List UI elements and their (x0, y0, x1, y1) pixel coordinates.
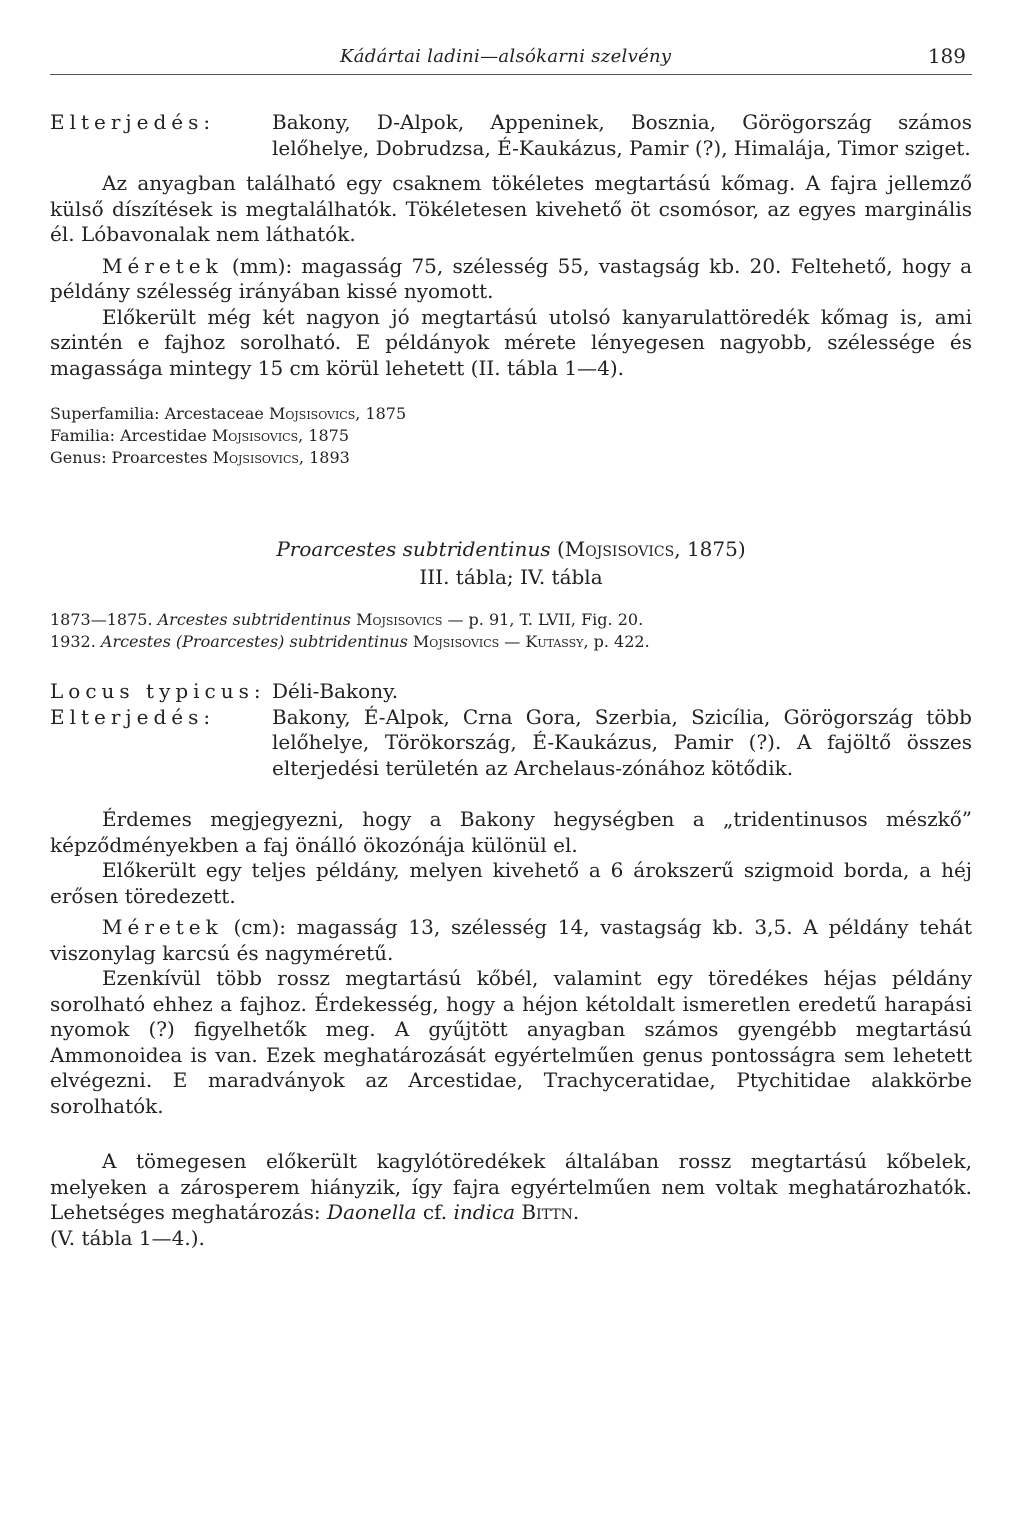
author-smallcaps: Bittn. (521, 1200, 580, 1224)
closing-paragraph (50, 1149, 972, 1251)
synonymy-separator: — (499, 632, 526, 651)
page-body (50, 110, 972, 1251)
measurements-label: Méretek (102, 915, 223, 939)
closing-text: A tömegesen előkerült kagylótöredékek általában rossz megtartású kőbelek, melyeken a zárosperem hiányzik, így fajra egyértelműen nem voltak meghatározhatók. Lehetséges meghatározás: (50, 1149, 972, 1224)
running-title: Kádártai ladini—alsókarni szelvény (340, 46, 672, 67)
measurements-paragraph (50, 254, 972, 305)
species-author-year: , 1875) (674, 537, 746, 561)
species-author-open: ( (550, 537, 565, 561)
synonymy-author: Mojsisovics (412, 632, 500, 651)
paragraph: Az anyagban található egy csaknem tökéletes megtartású kőmag. A fajra jellemző külső díszítések is megtalálhatók. Tökéletesen kivehető öt csomósor, az egyes marginális él. Lóbavonalak nem láthatók. (50, 171, 972, 246)
family-author: Mojsisovics (211, 426, 299, 445)
synonymy-year: 1873—1875. (50, 610, 158, 629)
measurements-paragraph (50, 915, 972, 966)
page-number: 189 (927, 44, 966, 68)
distribution-entry (50, 110, 972, 161)
distribution-text: Bakony, D-Alpok, Appeninek, Bosznia, Görögország számos lelőhelye, Dobrudzsa, É-Kaukázus, Pamir (?), Himalája, Timor sziget. (272, 110, 972, 160)
species-italic: indica (453, 1200, 516, 1224)
measurements-label: Méretek (102, 253, 223, 278)
taxonomy-block (50, 403, 972, 469)
paragraph: Előkerült egy teljes példány, melyen kivehető a 6 árokszerű szigmoid borda, a héj erősen töredezett. (50, 858, 972, 908)
synonymy-taxon: Arcestes (Proarcestes) subtridentinus (100, 632, 408, 651)
species-heading (50, 535, 972, 591)
genus-year: , 1893 (298, 448, 350, 467)
measurements-text: (cm): magasság 13, szélesség 14, vastagság kb. 3,5. A példány tehát viszonylag karcsú és nagyméretű. (50, 915, 973, 965)
synonymy-reference: — p. 91, T. LVII, Fig. 20. (442, 610, 644, 629)
superfamily-line (50, 403, 972, 425)
genus-line (50, 447, 972, 469)
superfamily-year: , 1875 (355, 404, 407, 423)
synonymy-reference: , p. 422. (583, 632, 650, 651)
superfamily-author: Mojsisovics (268, 404, 356, 423)
superfamily-name: Superfamilia: Arcestaceae (50, 404, 269, 423)
distribution-label: Elterjedés: (50, 110, 216, 134)
distribution-entry (50, 705, 972, 782)
locus-typicus-text: Déli-Bakony. (272, 679, 399, 703)
family-year: , 1875 (298, 426, 350, 445)
synonymy-author: Mojsisovics (356, 610, 443, 629)
species-plates: III. tábla; IV. tábla (419, 565, 603, 589)
family-line (50, 425, 972, 447)
synonymy-taxon: Arcestes subtridentinus (157, 610, 351, 629)
paragraph: Érdemes megjegyezni, hogy a Bakony hegységben a „tridentinusos mészkő” képződményekben a faj önálló ökozónája különül el. (50, 807, 972, 857)
synonymy-year: 1932. (50, 632, 101, 651)
species-author: Mojsisovics (564, 537, 675, 561)
paragraph: Előkerült még két nagyon jó megtartású utolsó kanyarulattöredék kőmag is, ami szintén e fajhoz sorolható. E példányok mérete lényegesen nagyobb, szélessége és magassága mintegy 15 cm körül lehetett (II. tábla 1—4). (50, 304, 972, 380)
running-header (50, 44, 972, 75)
family-name: Familia: Arcestidae (50, 426, 212, 445)
distribution-text: Bakony, É-Alpok, Crna Gora, Szerbia, Szicília, Görögország több lelőhelye, Törökország, É-Kaukázus, Pamir (?). A fajöltő összes elterjedési területén az Archelaus-zónához kötődik. (272, 704, 972, 780)
genus-author: Mojsisovics (212, 448, 299, 467)
synonymy-list (50, 609, 972, 653)
measurements-text: (mm): magasság 75, szélesség 55, vastagság kb. 20. Feltehető, hogy a példány szélesség irányában kissé nyomott. (50, 253, 972, 303)
distribution-label: Elterjedés: (50, 704, 216, 729)
locus-typicus-label: Locus typicus: (50, 679, 266, 703)
cf-text: cf. (416, 1200, 454, 1224)
plate-reference: (V. tábla 1—4.). (50, 1225, 205, 1250)
genus-italic: Daonella (327, 1200, 417, 1224)
synonymy-entry (50, 631, 972, 653)
species-title (50, 535, 972, 563)
synonymy-entry (50, 609, 972, 631)
paragraph: Ezenkívül több rossz megtartású kőbél, valamint egy töredékes héjas példány sorolható ehhez a fajhoz. Érdekesség, hogy a héjon kétoldalt ismeretlen eredetű harapási nyomok (?) figyelhetők meg. A gyűjtött anyagban számos gyengébb megtartású Ammonoidea is van. Ezek meghatározását egyértelműen genus pontosságra sem lehetett elvégezni. E maradványok az Arcestidae, Trachyceratidae, Ptychitidae alakkörbe sorolhatók. (50, 966, 972, 1118)
synonymy-author: Kutassy (525, 632, 584, 651)
species-name: Proarcestes subtridentinus (276, 537, 551, 561)
locus-typicus-entry (50, 679, 972, 705)
genus-name: Genus: Proarcestes (50, 448, 213, 467)
